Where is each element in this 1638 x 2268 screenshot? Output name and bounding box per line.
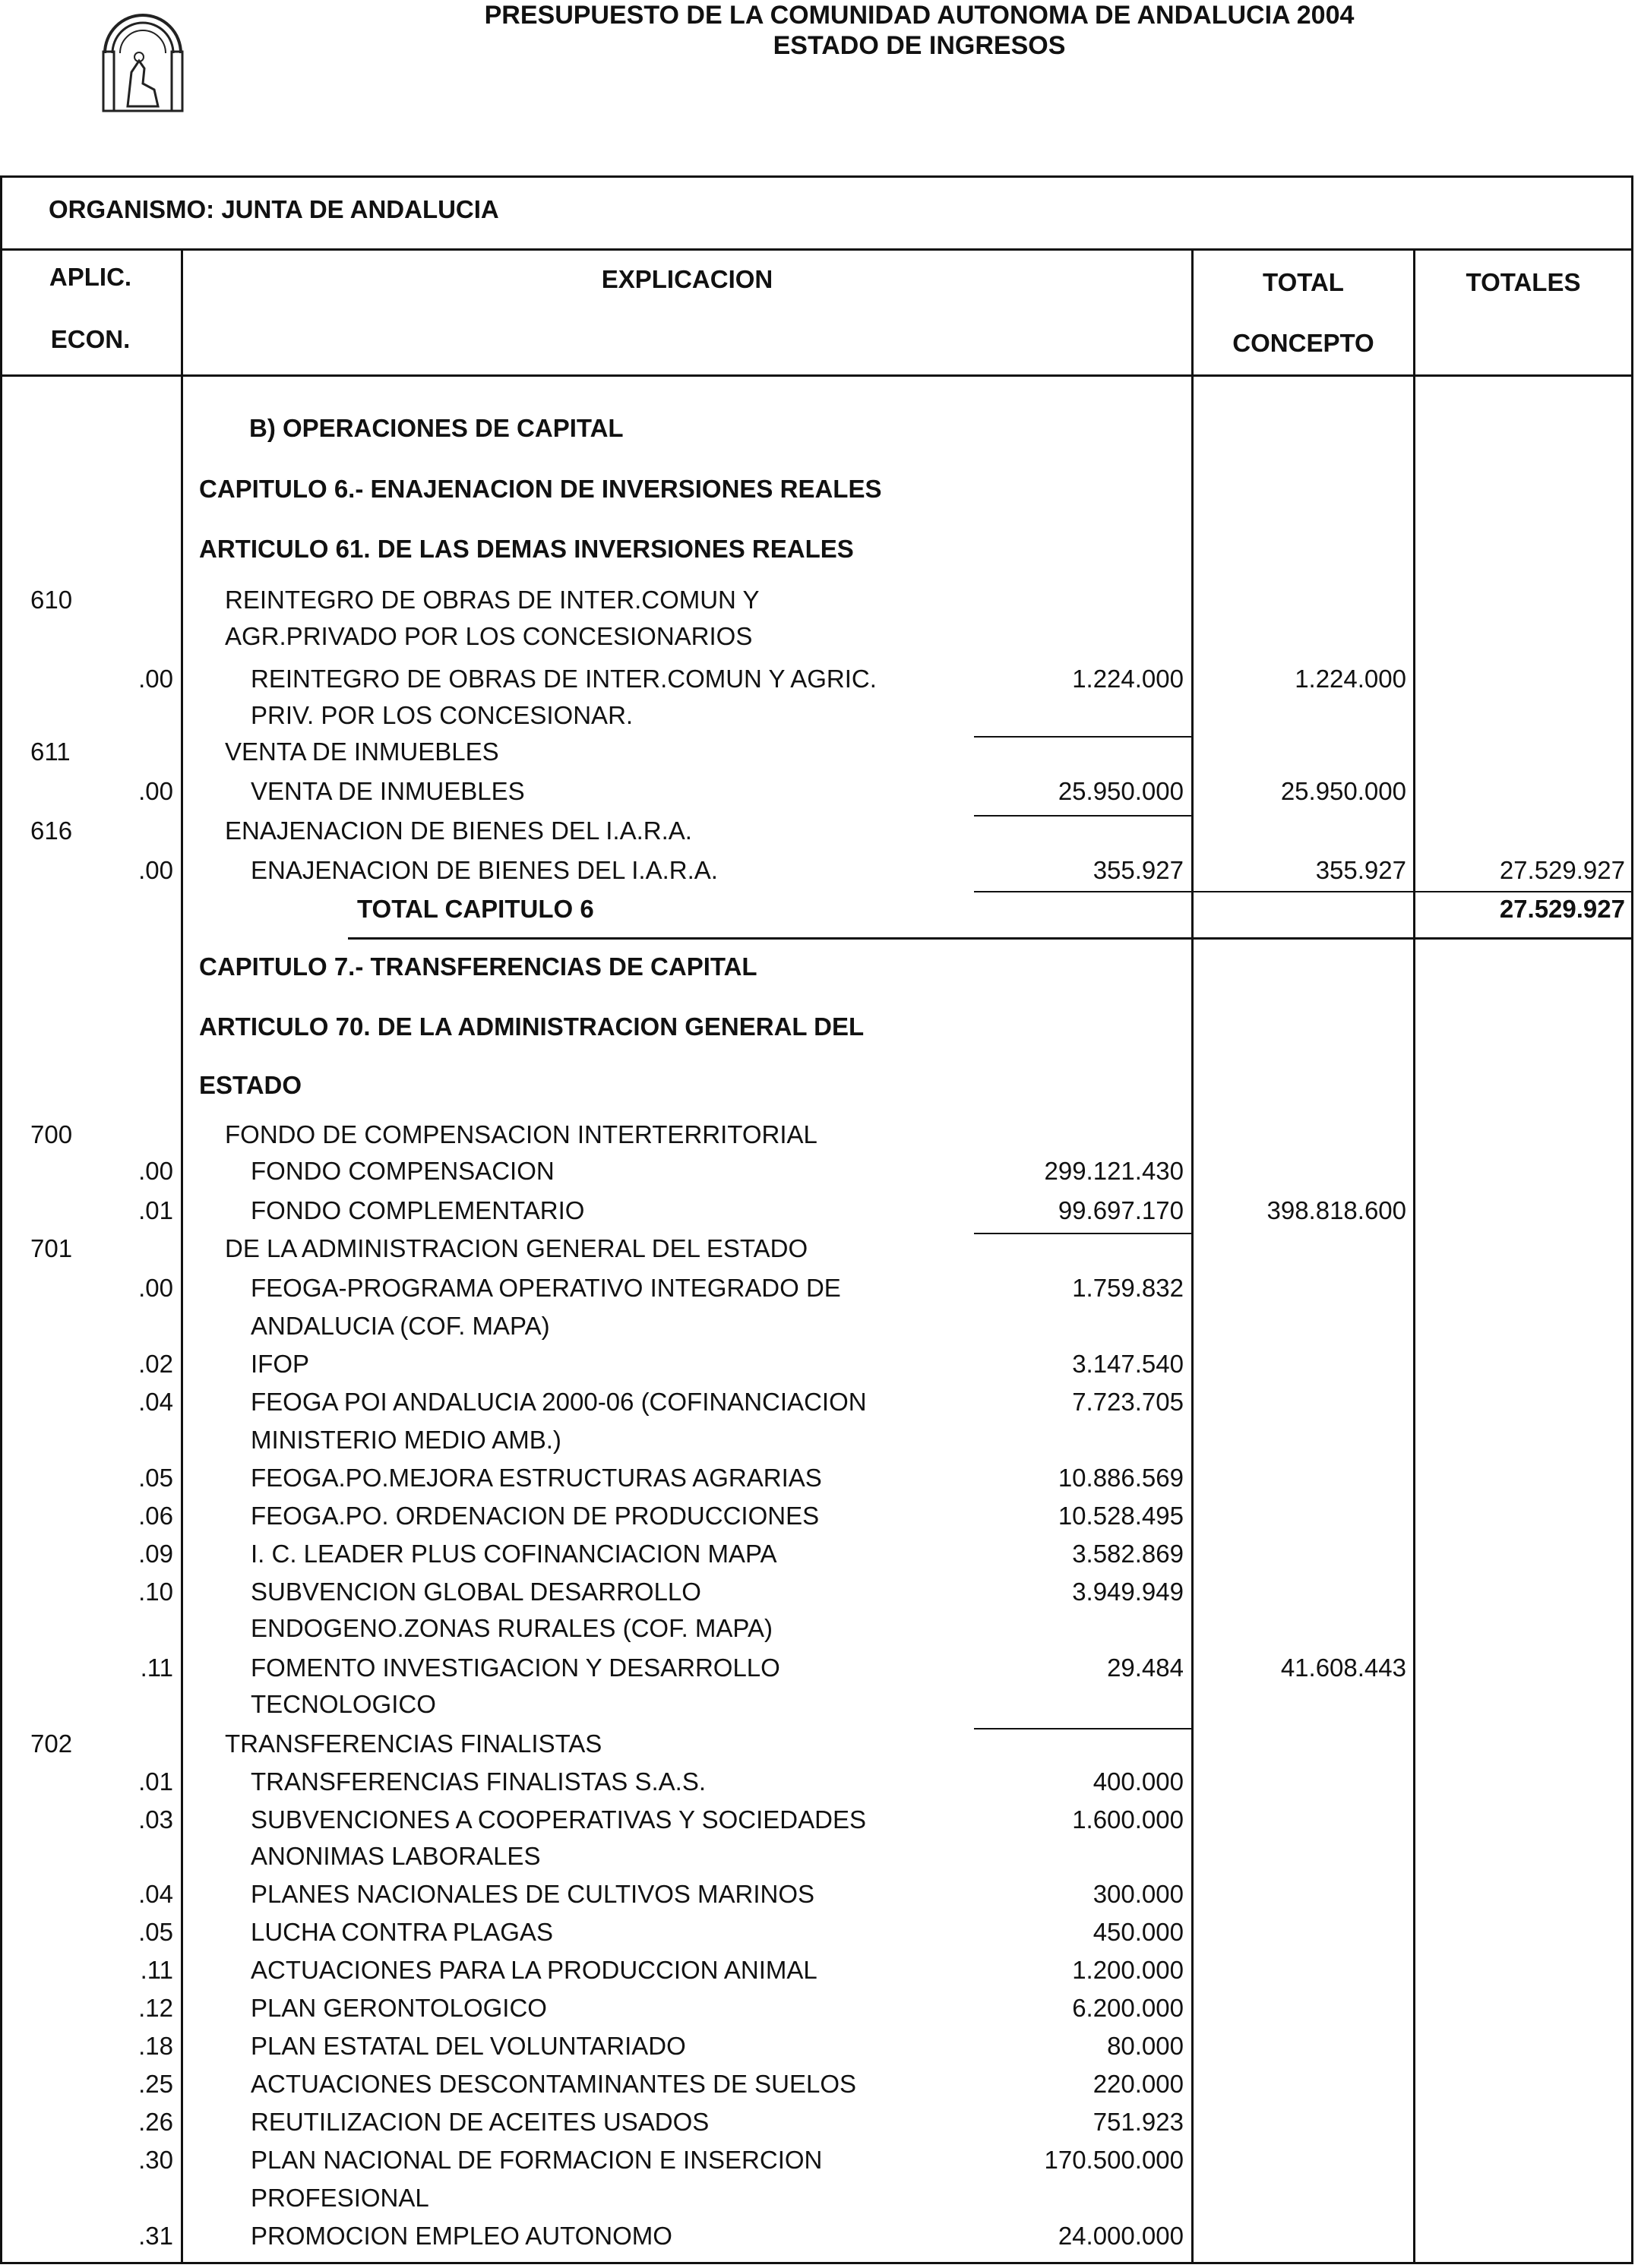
row-description: ENAJENACION DE BIENES DEL I.A.R.A. <box>251 856 718 884</box>
page-title <box>228 0 1611 61</box>
row-amount: 3.147.540 <box>1072 1350 1184 1378</box>
header-totales: TOTALES <box>1466 268 1581 296</box>
header-explicacion: EXPLICACION <box>601 265 773 293</box>
row-subcode: .04 <box>138 1880 173 1908</box>
row-description: ACTUACIONES DESCONTAMINANTES DE SUELOS <box>251 2070 857 2098</box>
row-description: AGR.PRIVADO POR LOS CONCESIONARIOS <box>225 622 753 650</box>
row-description: DE LA ADMINISTRACION GENERAL DEL ESTADO <box>225 1234 808 1262</box>
row-description: FOMENTO INVESTIGACION Y DESARROLLO <box>251 1654 780 1682</box>
row-description: FONDO COMPLEMENTARIO <box>251 1196 585 1224</box>
row-amount: 220.000 <box>1093 2070 1184 2098</box>
row-description: SUBVENCION GLOBAL DESARROLLO <box>251 1578 701 1606</box>
subtotal-rule <box>974 1233 1191 1234</box>
row-code: 701 <box>30 1234 73 1262</box>
header-bottom-border <box>0 374 1633 377</box>
row-description: CAPITULO 6.- ENAJENACION DE INVERSIONES REALES <box>199 475 882 503</box>
row-subcode: .06 <box>138 1502 173 1530</box>
row-amount: 751.923 <box>1093 2108 1184 2136</box>
row-amount: 10.886.569 <box>1058 1464 1184 1492</box>
row-description: ACTUACIONES PARA LA PRODUCCION ANIMAL <box>251 1956 817 1984</box>
row-description: MINISTERIO MEDIO AMB.) <box>251 1426 561 1454</box>
row-amount: 24.000.000 <box>1058 2222 1184 2250</box>
row-description: PROFESIONAL <box>251 2184 429 2212</box>
row-amount: 99.697.170 <box>1058 1196 1184 1224</box>
row-subcode: .00 <box>138 665 173 693</box>
row-code: 610 <box>30 586 73 614</box>
row-description: LUCHA CONTRA PLAGAS <box>251 1918 553 1946</box>
row-subcode: .00 <box>138 777 173 805</box>
row-amount: 355.927 <box>1093 856 1184 884</box>
row-description: FEOGA POI ANDALUCIA 2000-06 (COFINANCIACION <box>251 1388 867 1416</box>
row-amount: 29.484 <box>1107 1654 1184 1682</box>
row-subcode: .04 <box>138 1388 173 1416</box>
header-aplic: APLIC. <box>49 263 132 291</box>
row-description: ESTADO <box>199 1071 302 1099</box>
row-subcode: .03 <box>138 1805 173 1834</box>
row-amount: 80.000 <box>1107 2032 1184 2060</box>
row-subcode: .00 <box>138 1157 173 1185</box>
row-description: PLAN GERONTOLOGICO <box>251 1994 547 2022</box>
row-description: ARTICULO 70. DE LA ADMINISTRACION GENERAL DEL <box>199 1012 865 1041</box>
row-subcode: .01 <box>138 1767 173 1796</box>
row-total-concepto: 1.224.000 <box>1295 665 1406 693</box>
row-description: FONDO DE COMPENSACION INTERTERRITORIAL <box>225 1120 817 1148</box>
row-description: REINTEGRO DE OBRAS DE INTER.COMUN Y AGRIC. <box>251 665 877 693</box>
row-amount: 1.600.000 <box>1072 1805 1184 1834</box>
row-amount: 3.949.949 <box>1072 1578 1184 1606</box>
row-total-concepto: 398.818.600 <box>1266 1196 1406 1224</box>
row-totales: 27.529.927 <box>1499 895 1625 923</box>
subtotal-rule <box>974 815 1191 817</box>
subtotal-rule <box>974 1728 1191 1729</box>
row-subcode: .00 <box>138 1274 173 1302</box>
row-description: ANDALUCIA (COF. MAPA) <box>251 1312 550 1340</box>
row-subcode: .12 <box>138 1994 173 2022</box>
row-description: ARTICULO 61. DE LAS DEMAS INVERSIONES REALES <box>199 535 854 563</box>
table-top-border <box>0 175 1633 178</box>
row-amount: 400.000 <box>1093 1767 1184 1796</box>
row-subcode: .18 <box>138 2032 173 2060</box>
row-amount: 300.000 <box>1093 1880 1184 1908</box>
row-description: VENTA DE INMUEBLES <box>225 738 499 766</box>
row-amount: 450.000 <box>1093 1918 1184 1946</box>
row-description: PLAN NACIONAL DE FORMACION E INSERCION <box>251 2146 823 2174</box>
col-divider-concept <box>1191 248 1194 2264</box>
row-description: TRANSFERENCIAS FINALISTAS <box>225 1729 602 1758</box>
row-description: PRIV. POR LOS CONCESIONAR. <box>251 701 634 729</box>
organism-label: ORGANISMO: JUNTA DE ANDALUCIA <box>49 195 499 223</box>
row-description: PLANES NACIONALES DE CULTIVOS MARINOS <box>251 1880 815 1908</box>
row-description: IFOP <box>251 1350 310 1378</box>
row-subcode: .05 <box>138 1464 173 1492</box>
col-divider-code <box>181 248 183 2264</box>
row-code: 700 <box>30 1120 73 1148</box>
row-amount: 3.582.869 <box>1072 1540 1184 1568</box>
row-amount: 25.950.000 <box>1058 777 1184 805</box>
row-description: B) OPERACIONES DE CAPITAL <box>249 414 624 442</box>
total-capitulo-rule <box>348 937 1632 940</box>
row-description: FEOGA.PO. ORDENACION DE PRODUCCIONES <box>251 1502 820 1530</box>
row-description: TECNOLOGICO <box>251 1690 436 1718</box>
subtotal-rule <box>974 736 1191 738</box>
row-amount: 7.723.705 <box>1072 1388 1184 1416</box>
header-concepto: CONCEPTO <box>1232 329 1374 357</box>
row-code: 611 <box>30 738 71 766</box>
junta-andalucia-emblem <box>97 0 188 114</box>
row-amount: 10.528.495 <box>1058 1502 1184 1530</box>
row-description: PROMOCION EMPLEO AUTONOMO <box>251 2222 672 2250</box>
title-line-2: ESTADO DE INGRESOS <box>773 31 1066 60</box>
row-description: CAPITULO 7.- TRANSFERENCIAS DE CAPITAL <box>199 952 757 981</box>
row-subcode: .31 <box>138 2222 173 2250</box>
row-amount: 299.121.430 <box>1044 1157 1184 1185</box>
row-amount: 170.500.000 <box>1044 2146 1184 2174</box>
row-subcode: .05 <box>138 1918 173 1946</box>
table-right-border <box>1631 175 1633 2264</box>
row-subcode: .02 <box>138 1350 173 1378</box>
row-description: REINTEGRO DE OBRAS DE INTER.COMUN Y <box>225 586 760 614</box>
row-subcode: .01 <box>138 1196 173 1224</box>
row-subcode: .11 <box>140 1654 173 1682</box>
row-description: I. C. LEADER PLUS COFINANCIACION MAPA <box>251 1540 777 1568</box>
row-subcode: .11 <box>140 1956 173 1984</box>
row-description: VENTA DE INMUEBLES <box>251 777 525 805</box>
row-subcode: .00 <box>138 856 173 884</box>
col-divider-totales <box>1413 248 1415 2264</box>
row-subcode: .09 <box>138 1540 173 1568</box>
row-description: FEOGA-PROGRAMA OPERATIVO INTEGRADO DE <box>251 1274 841 1302</box>
row-amount: 6.200.000 <box>1072 1994 1184 2022</box>
row-description: ENAJENACION DE BIENES DEL I.A.R.A. <box>225 817 692 845</box>
subtotal-rule <box>974 891 1632 892</box>
row-total-concepto: 41.608.443 <box>1280 1654 1406 1682</box>
row-description: ANONIMAS LABORALES <box>251 1842 541 1870</box>
row-description: FONDO COMPENSACION <box>251 1157 555 1185</box>
row-amount: 1.200.000 <box>1072 1956 1184 1984</box>
row-subcode: .25 <box>138 2070 173 2098</box>
row-subcode: .30 <box>138 2146 173 2174</box>
row-description: SUBVENCIONES A COOPERATIVAS Y SOCIEDADES <box>251 1805 866 1834</box>
row-total-concepto: 25.950.000 <box>1280 777 1406 805</box>
row-description: PLAN ESTATAL DEL VOLUNTARIADO <box>251 2032 686 2060</box>
row-code: 616 <box>30 817 73 845</box>
header-econ: ECON. <box>50 325 131 353</box>
row-totales: 27.529.927 <box>1499 856 1625 884</box>
row-description: REUTILIZACION DE ACEITES USADOS <box>251 2108 710 2136</box>
row-total-concepto: 355.927 <box>1315 856 1406 884</box>
organism-bottom-border <box>0 248 1633 251</box>
header-total: TOTAL <box>1263 268 1344 296</box>
row-description: FEOGA.PO.MEJORA ESTRUCTURAS AGRARIAS <box>251 1464 822 1492</box>
row-description: ENDOGENO.ZONAS RURALES (COF. MAPA) <box>251 1614 773 1642</box>
table-bottom-border <box>0 2262 1633 2264</box>
title-line-1: PRESUPUESTO DE LA COMUNIDAD AUTONOMA DE ANDALUCIA 2004 <box>484 1 1355 30</box>
row-subcode: .10 <box>138 1578 173 1606</box>
row-description: TOTAL CAPITULO 6 <box>357 895 594 923</box>
row-amount: 1.759.832 <box>1072 1274 1184 1302</box>
row-amount: 1.224.000 <box>1072 665 1184 693</box>
row-description: TRANSFERENCIAS FINALISTAS S.A.S. <box>251 1767 707 1796</box>
row-code: 702 <box>30 1729 73 1758</box>
row-subcode: .26 <box>138 2108 173 2136</box>
